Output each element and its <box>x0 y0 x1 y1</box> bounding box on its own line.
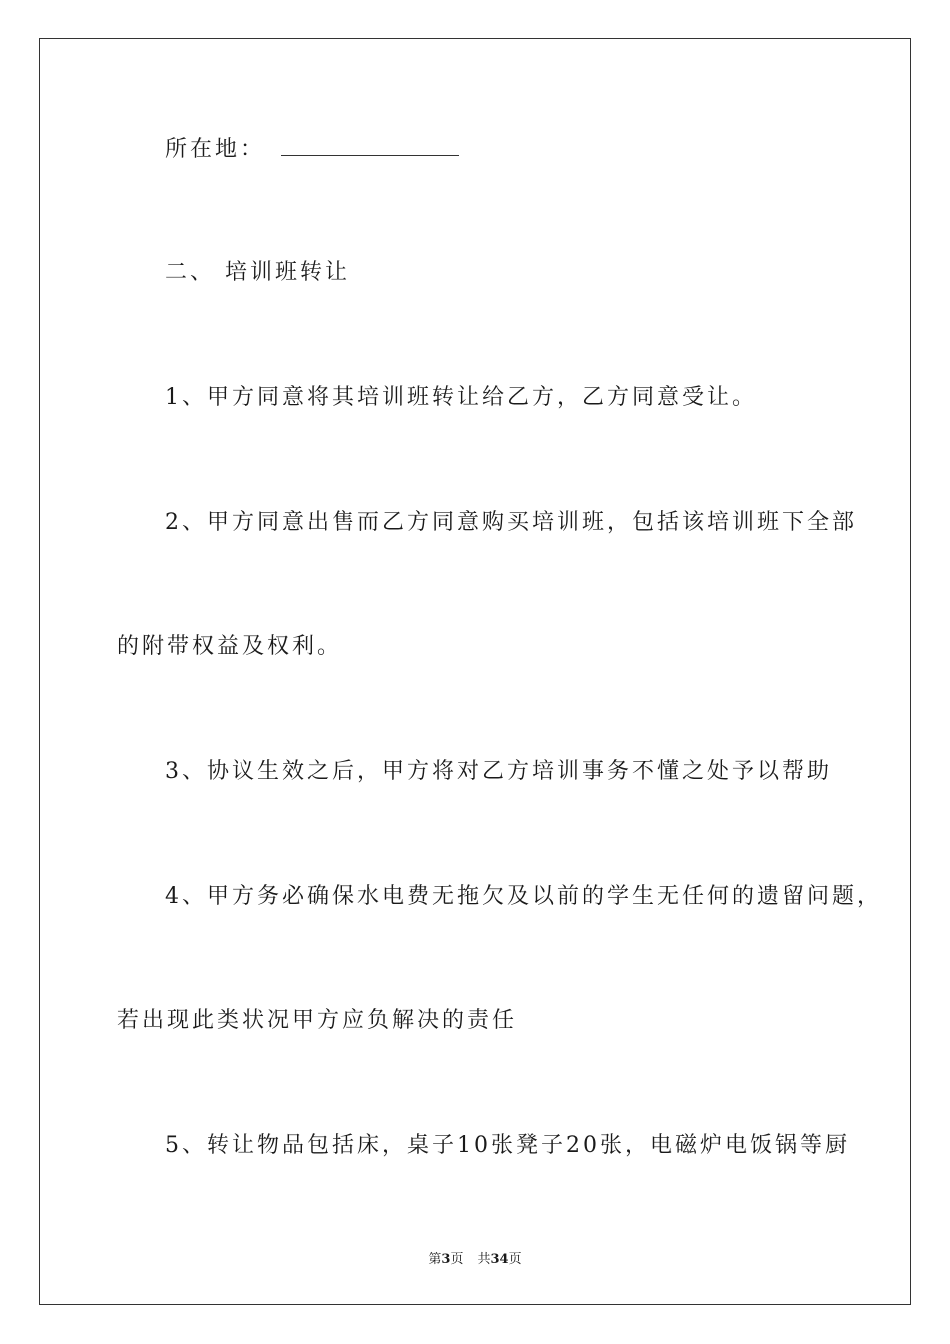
page-footer <box>0 1248 950 1267</box>
page-prefix: 第 <box>428 1252 442 1267</box>
page-border <box>39 38 911 1305</box>
total-prefix: 共 <box>477 1252 491 1267</box>
paragraph-line: 1、甲方同意将其培训班转让给乙方，乙方同意受让。 <box>165 385 757 410</box>
total-pages: 34 <box>490 1252 509 1267</box>
paragraph-line: 的附带权益及权利。 <box>117 634 343 659</box>
paragraph-line: 若出现此类状况甲方应负解决的责任 <box>117 1008 518 1033</box>
location-blank-field <box>281 137 459 156</box>
page-suffix: 页 <box>450 1252 464 1267</box>
section-heading: 二、 培训班转让 <box>165 260 350 285</box>
paragraph-line: 5、转让物品包括床，桌子10张凳子20张，电磁炉电饭锅等厨 <box>165 1133 850 1158</box>
total-suffix: 页 <box>508 1252 522 1267</box>
paragraph-line: 4、甲方务必确保水电费无拖欠及以前的学生无任何的遗留问题， <box>165 884 882 909</box>
paragraph-line: 2、甲方同意出售而乙方同意购买培训班，包括该培训班下全部 <box>165 510 857 535</box>
location-line <box>165 135 459 165</box>
location-label: 所在地： <box>165 137 266 162</box>
page-number: 3 <box>441 1252 451 1267</box>
paragraph-line: 3、协议生效之后，甲方将对乙方培训事务不懂之处予以帮助 <box>165 759 832 784</box>
